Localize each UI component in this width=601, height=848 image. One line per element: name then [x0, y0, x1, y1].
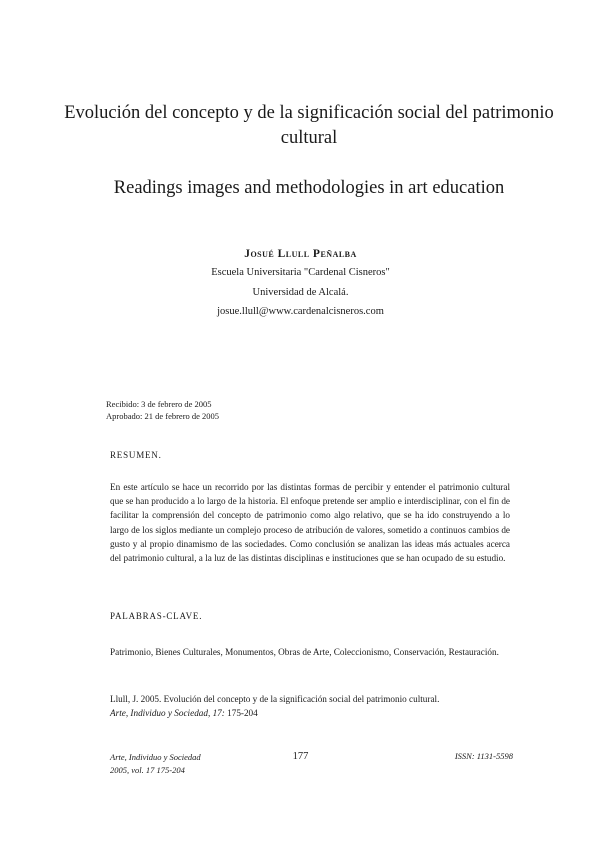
abstract-body: En este artículo se hace un recorrido por las distintas formas de percibir y entender el patrimonio cultural que se han producido a lo largo de la historia. El enfoque pretende ser amplio e interdisciplinar, con el fin de facilitar la comprensión del concepto de patrimonio como algo relativo, que se ha ido construyendo a lo largo de los siglos mediante un complejo proceso de atribución de valores, sometido a continuos cambios de gusto y al propio dinamismo de las sociedades. Como conclusión se analizan las ideas más actuales acerca del patrimonio cultural, a la luz de las distintas disciplinas e instituciones que se han ocupado de su estudio. — [110, 482, 510, 564]
page-number: 177 — [292, 751, 309, 762]
citation-journal: Arte, Individuo y Sociedad, — [110, 708, 211, 719]
keywords-heading: PALABRAS-CLAVE. — [110, 611, 203, 621]
title-spanish: Evolución del concepto y de la significación social del patrimonio cultural — [64, 103, 554, 148]
received-date: Recibido: 3 de febrero de 2005 — [106, 399, 212, 409]
citation-line: Llull, J. 2005. Evolución del concepto y de la significación social del patrimonio cultural. — [110, 694, 440, 704]
citation-volume: 17: — [212, 708, 225, 719]
abstract-heading: RESUMEN. — [110, 450, 162, 460]
author-name: Josué Llull Peñalba — [244, 248, 357, 260]
citation — [110, 692, 520, 720]
affiliation-school: Escuela Universitaria "Cardenal Cisneros" — [211, 267, 390, 278]
keywords-body: Patrimonio, Bienes Culturales, Monumentos, Obras de Arte, Coleccionismo, Conservación, Restauración. — [110, 647, 499, 657]
approved-date: Aprobado: 21 de febrero de 2005 — [106, 411, 220, 421]
issn: ISSN: 1131-5598 — [454, 751, 513, 761]
dates-block — [106, 398, 219, 422]
citation-source — [110, 706, 520, 720]
footer-journal-volume: 2005, vol. 17 175-204 — [110, 764, 185, 775]
title-english: Readings images and methodologies in art education — [113, 178, 505, 198]
footer-journal-name: Arte, Individuo y Sociedad — [110, 752, 201, 762]
author-email[interactable]: josue.llull@www.cardenalcisneros.com — [217, 306, 384, 317]
affiliation-university: Universidad de Alcalá. — [252, 287, 349, 298]
citation-pages: 175-204 — [227, 708, 258, 719]
